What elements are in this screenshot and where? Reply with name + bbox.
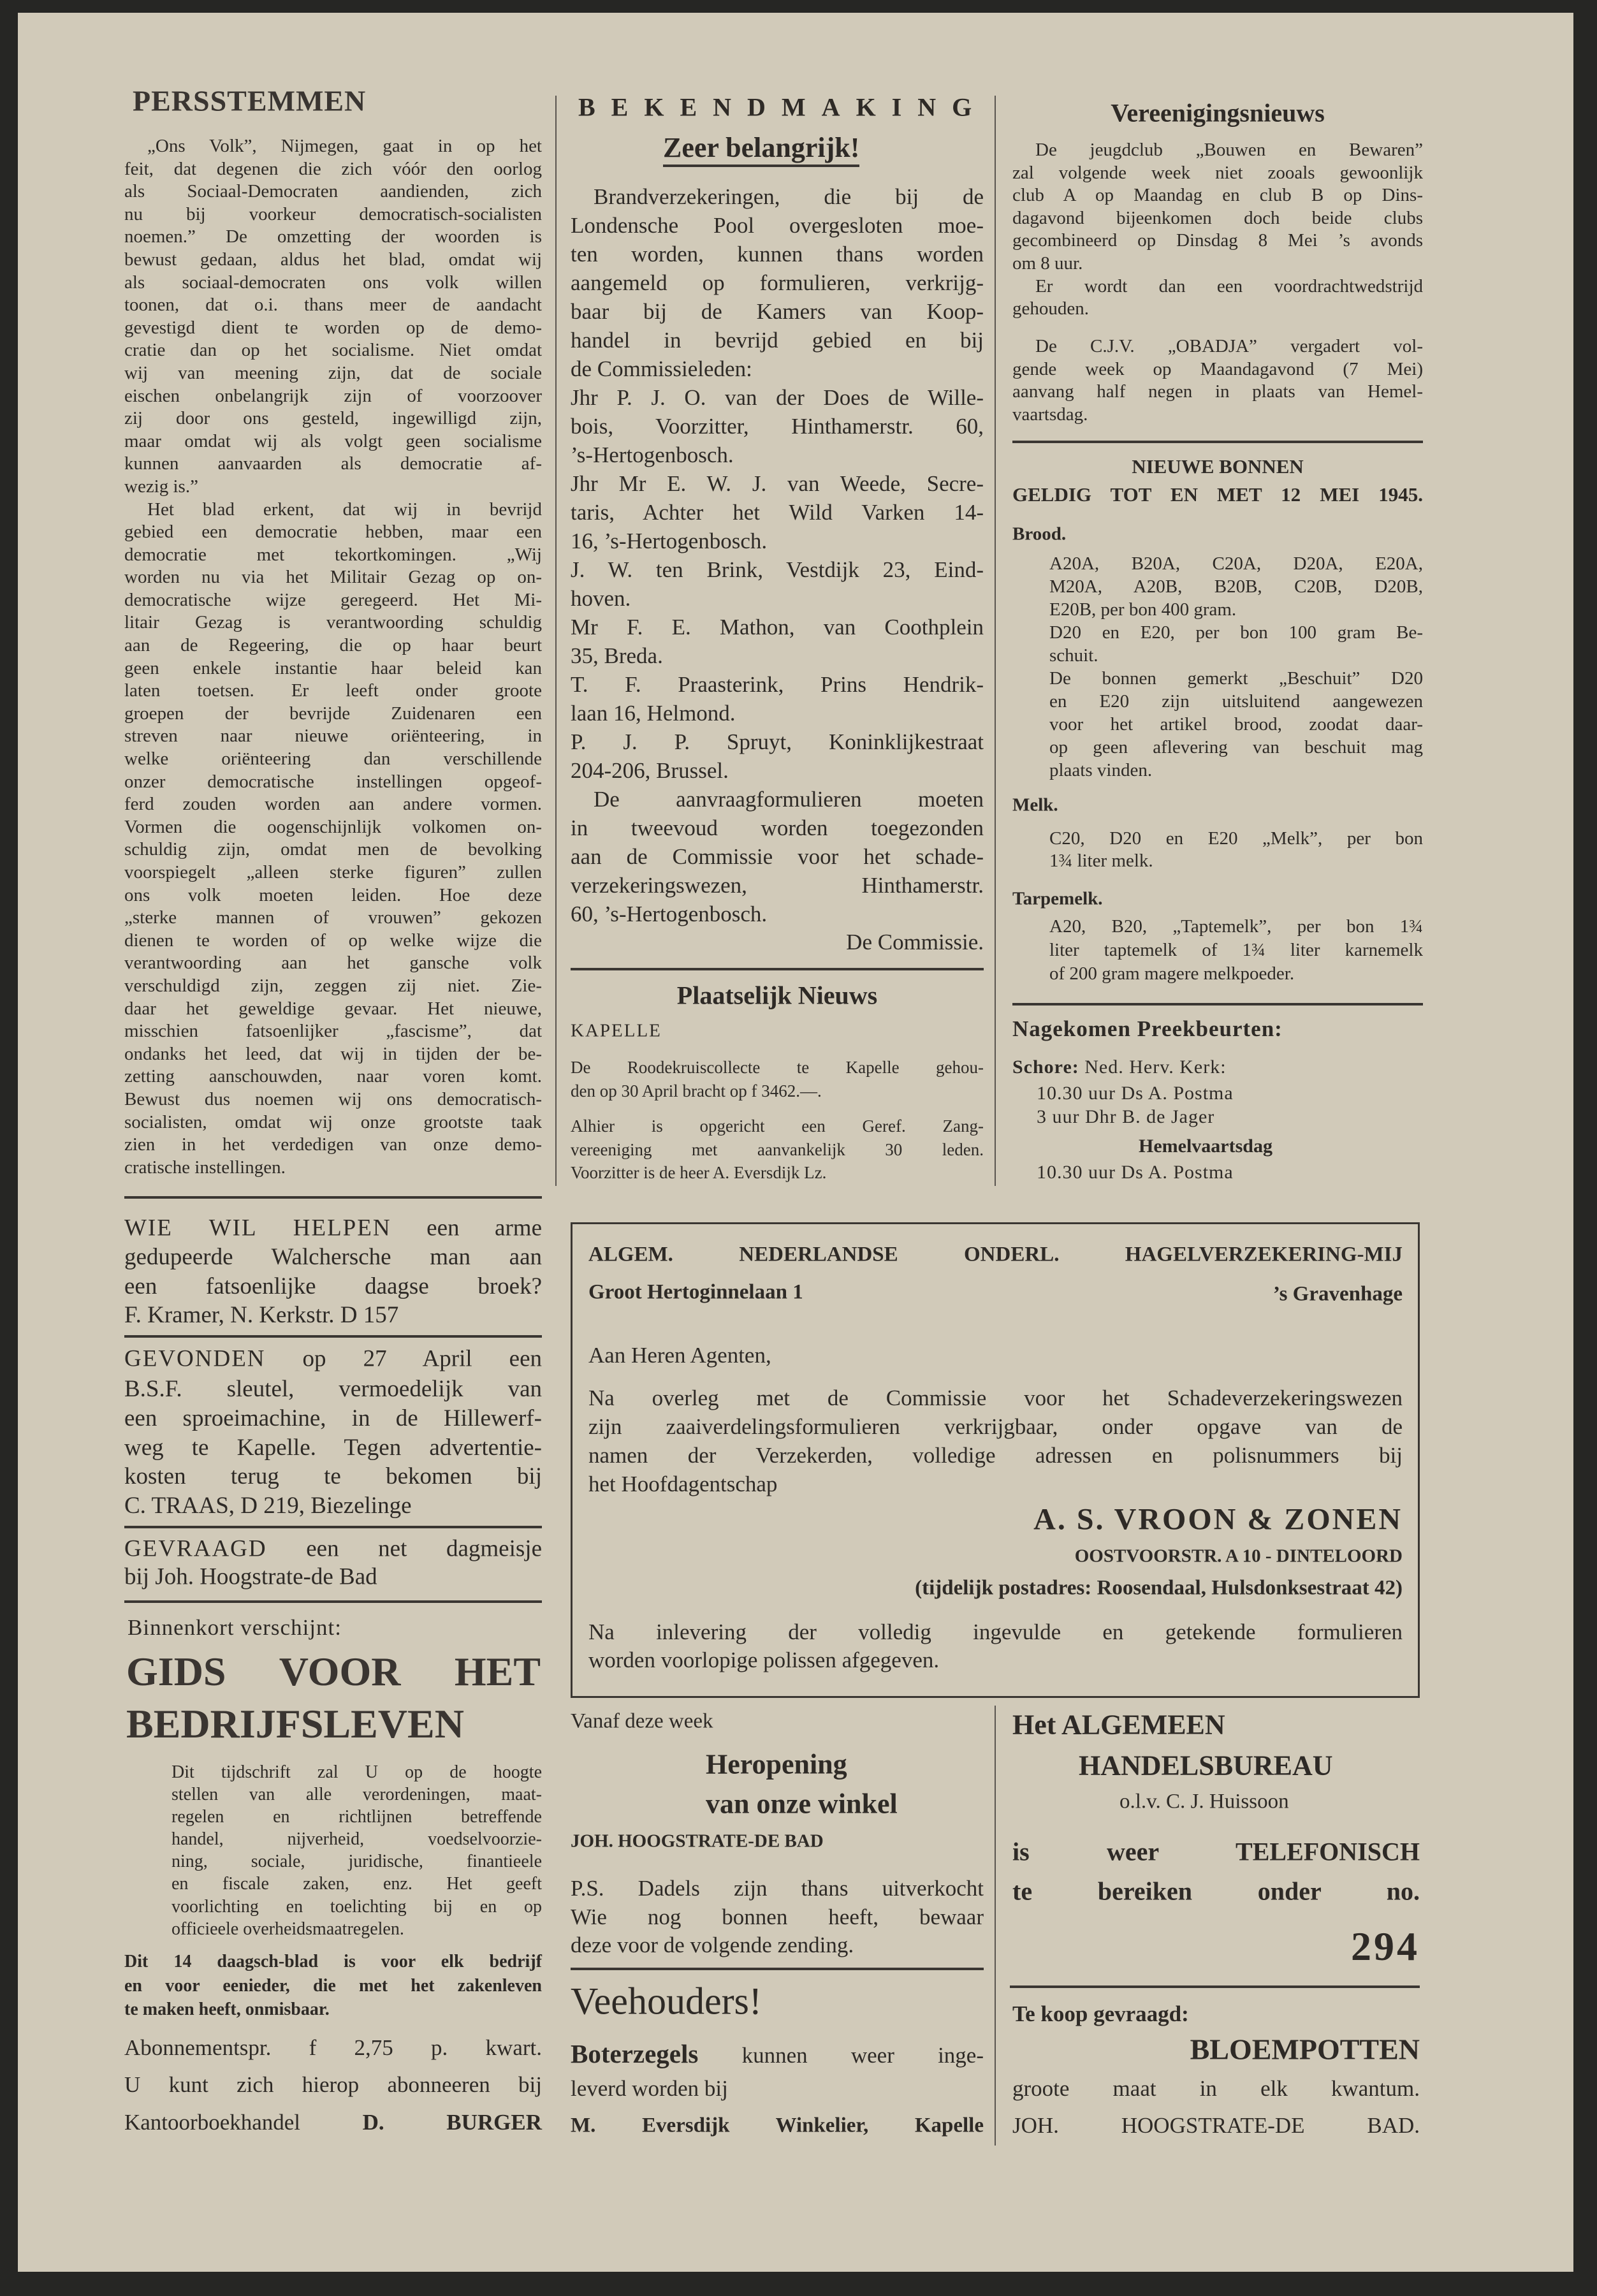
melk-coupons <box>1049 828 1423 872</box>
persstemmen-heading: PERSSTEMMEN <box>133 84 367 117</box>
text-line: een fatsoenlijke daagse broek? <box>124 1273 542 1299</box>
text-line: laan 16, Helmond. <box>571 701 736 726</box>
text-line: De bonnen gemerkt „Beschuit” D20 <box>1049 668 1423 689</box>
vee-line <box>571 2038 984 2069</box>
text-line: gehouden. <box>1012 298 1089 319</box>
text-line: Na overleg met de Commissie voor het Schadeverzekeringswezen <box>588 1386 1403 1410</box>
text-line: ondanks het leed, dat wij in tijden der be- <box>124 1043 542 1064</box>
text-line: cratie dan op het socialisme. Niet omdat <box>124 340 542 361</box>
text-line: handel in bevrijd gebied en bij <box>571 328 984 353</box>
text-line: zijn zaaiverdelingsformulieren verkrijgbaar, onder opgave van de <box>588 1414 1403 1439</box>
bonnen-heading: NIEUWE BONNEN <box>1132 455 1304 478</box>
text-line: en E20 zijn uitsluitend aangewezen <box>1049 691 1423 712</box>
church-name: Ned. Herv. Kerk: <box>1084 1057 1227 1078</box>
gids-intro: Binnenkort verschijnt: <box>128 1615 342 1640</box>
text-line: streven naar nieuwe oriënteering, in <box>124 726 542 747</box>
phone-number: 294 <box>1351 1924 1420 1969</box>
text-line: verantwoording aan het gansche volk <box>124 953 542 974</box>
bekendmaking-signature: De Commissie. <box>846 930 984 954</box>
text-line: voorlichting en toelichting bij en op <box>171 1896 542 1917</box>
hagel-address: Groot Hertoginnelaan 1 <box>588 1280 803 1304</box>
text-line: daar het geweldige gevaar. Het nieuwe, <box>124 998 542 1019</box>
text-line: C20, D20 en E20 „Melk”, per bon <box>1049 828 1423 849</box>
shop-label: Kantoorboekhandel <box>124 2110 363 2135</box>
text-line: voor het artikel brood, zoodat daar- <box>1049 714 1423 735</box>
text-line: eischen onbelangrijk zijn of voorzoover <box>124 385 542 406</box>
ad-helpen-body <box>124 1243 542 1330</box>
text-line: vereeniging met aanvankelijk 30 leden. <box>571 1139 984 1159</box>
hagel-agent: A. S. VROON & ZONEN <box>1033 1502 1403 1537</box>
text-line: welke oriënteering dan verschillende <box>124 749 542 770</box>
text-line: aanvang half negen in plaats van Hemel- <box>1012 381 1423 402</box>
handelsbureau-line <box>1012 1709 1225 1741</box>
bonnen-validity: GELDIG TOT EN MET 12 MEI 1945. <box>1012 483 1423 506</box>
text-line: als Sociaal-Democraten aandienden, zich <box>124 181 542 202</box>
text-line: verzekeringswezen, Hinthamerstr. <box>571 873 984 898</box>
service-item: 10.30 uur Ds A. Postma <box>1037 1083 1234 1104</box>
text-line: B.S.F. sleutel, vermoedelijk van <box>124 1376 542 1402</box>
vee-shop: M. Eversdijk Winkelier, Kapelle <box>571 2114 984 2137</box>
text-line: zien in het verdedigen van onze demo- <box>124 1134 542 1155</box>
divider <box>124 1196 542 1199</box>
vee-line: leverd worden bij <box>571 2076 728 2101</box>
text-line: Dit 14 daagsch-blad is voor elk bedrijf <box>124 1952 542 1971</box>
text-line: Voorzitter is de heer A. Eversdijk Lz. <box>571 1163 827 1182</box>
text-line: baar bij de Kamers van Koop- <box>571 299 984 324</box>
hagel-agent-address: OOSTVOORSTR. A 10 - DINTELOORD <box>1074 1546 1403 1567</box>
divider <box>1012 1003 1423 1005</box>
ad-lead-rest: op 27 April een <box>265 1345 542 1372</box>
text-line: F. Kramer, N. Kerkstr. D 157 <box>124 1302 399 1328</box>
text-line: kosten terug te bekomen bij <box>124 1463 542 1490</box>
text-line: in tweevoud worden toegezonden <box>571 815 984 840</box>
kapelle-news-1 <box>571 1056 984 1103</box>
melk-label: Melk. <box>1012 794 1058 815</box>
bekendmaking-subtitle: Zeer belangrijk! <box>663 131 859 167</box>
text-line: ’s-Hertogenbosch. <box>571 442 734 467</box>
handelsbureau-line: is weer TELEFONISCH <box>1012 1837 1420 1866</box>
text-line: een sproeimachine, in de Hillewerf- <box>124 1405 542 1431</box>
holiday-label: Hemelvaartsdag <box>1139 1136 1272 1157</box>
hagel-footer <box>588 1618 1403 1674</box>
text-line: 60, ’s-Hertogenbosch. <box>571 902 768 926</box>
text-line: deze voor de volgende zending. <box>571 1933 854 1957</box>
text-line: Jhr P. J. O. van der Does de Wille- <box>571 385 984 410</box>
text-line: Londensche Pool overgesloten moe- <box>571 213 984 238</box>
text-line: 35, Breda. <box>571 643 663 668</box>
handelsbureau-name: HANDELSBUREAU <box>1079 1750 1333 1781</box>
text-line: socialisten, omdat wij onze grootste taak <box>124 1111 542 1132</box>
gids-body <box>171 1761 542 1940</box>
text-line: dagavond bijeenkomen doch beide clubs <box>1012 207 1423 228</box>
text-line: den op 30 April bracht op f 3462.—. <box>571 1081 822 1100</box>
text-line: Er wordt dan een voordrachtwedstrijd <box>1035 275 1423 296</box>
bekendmaking-intro <box>571 182 984 383</box>
winkel-shop: JOH. HOOGSTRATE-DE BAD <box>571 1831 824 1852</box>
vereeniging-article-2 <box>1012 335 1423 426</box>
text-line: hoven. <box>571 586 631 611</box>
text-line: De Roodekruiscollecte te Kapelle gehou- <box>571 1058 984 1077</box>
divider <box>1010 1985 1420 1988</box>
hagel-salutation: Aan Heren Agenten, <box>588 1343 771 1368</box>
bekendmaking-closing <box>571 785 984 928</box>
text-line: 16, ’s-Hertogenbosch. <box>571 529 768 553</box>
text-line: Jhr Mr E. W. J. van Weede, Secre- <box>571 471 984 496</box>
ad-lead: GEVRAAGD <box>124 1535 267 1562</box>
text-line: gedupeerde Walchersche man aan <box>124 1244 542 1270</box>
text-line: club A op Maandag en club B op Dins- <box>1012 185 1423 206</box>
text-line: democratie met tekortkomingen. „Wij <box>124 544 542 565</box>
text-line: noemen.” De omzetting der woorden is <box>124 226 542 247</box>
text-line: weg te Kapelle. Tegen advertentie- <box>124 1434 542 1461</box>
divider <box>124 1526 542 1528</box>
text-line: aangemeld op formulieren, verkrijg- <box>571 270 984 295</box>
text-line: Wie nog bonnen heeft, bewaar <box>571 1904 984 1929</box>
tarpemelk-coupons <box>1049 915 1423 986</box>
kapelle-news-2 <box>571 1115 984 1185</box>
handelsbureau-manager: o.l.v. C. J. Huissoon <box>1119 1790 1289 1813</box>
gids-bold-note <box>124 1950 542 2022</box>
text-line: bois, Voorzitter, Hinthamerstr. 60, <box>571 414 984 439</box>
text-line: dienen te worden of op welke wijze die <box>124 930 542 951</box>
kapelle-heading: KAPELLE <box>571 1020 662 1041</box>
gids-price: Abonnementspr. f 2,75 p. kwart. <box>124 2035 542 2060</box>
vee-lead-rest: kunnen weer inge- <box>698 2043 984 2068</box>
text-line: feit, dat degenen die zich vóór den oorlog <box>124 158 542 179</box>
hagel-body <box>588 1384 1403 1498</box>
text-line: cratische instellingen. <box>124 1157 286 1178</box>
text-line: misschien fatsoenlijker „fascisme”, dat <box>124 1021 542 1042</box>
plaatselijk-heading: Plaatselijk Nieuws <box>676 981 878 1010</box>
text-line: Bewust dus noemen wij ons democratisch- <box>124 1088 542 1109</box>
text-line: bewust gedaan, aldus het blad, omdat wij <box>124 249 542 270</box>
winkel-body <box>571 1875 984 1960</box>
bloempotten-item: BLOEMPOTTEN <box>1190 2033 1420 2066</box>
text-line: gebied een democratie hebben, maar een <box>124 522 542 543</box>
ad-gevonden-body <box>124 1375 542 1521</box>
winkel-intro: Vanaf deze week <box>571 1709 713 1733</box>
column-divider <box>995 96 996 1186</box>
gids-subscribe: U kunt zich hierop abonneeren bij <box>124 2072 542 2097</box>
hagel-temp-address: (tijdelijk postadres: Roosendaal, Hulsdonksestraat 42) <box>915 1576 1403 1600</box>
text-line: namen der Verzekerden, volledige adressen en polisnummers bij <box>588 1443 1403 1468</box>
text-line: Het blad erkent, dat wij in bevrijd <box>147 499 542 520</box>
winkel-title: Heropening <box>706 1748 847 1780</box>
ad-lead-rest: een arme <box>391 1215 542 1241</box>
text-line: te maken heeft, onmisbaar. <box>124 2000 330 2019</box>
text-line: onzer democratische instellingen opgeof- <box>124 771 542 792</box>
text-line: De C.J.V. „OBADJA” vergadert vol- <box>1035 336 1423 356</box>
text-line: schuldig zijn, omdat men de bevolking <box>124 839 542 860</box>
text-line: ferd zouden worden aan andere vormen. <box>124 794 542 815</box>
divider <box>571 1968 984 1970</box>
vereeniging-article-1 <box>1012 139 1423 321</box>
column-divider <box>555 96 557 1186</box>
text-line: nu bij voorkeur democratisch-socialisten <box>124 203 542 224</box>
text-line: toonen, dat o.i. thans meer de aandacht <box>124 295 542 316</box>
text-line: Dit tijdschrift zal U op de hoogte <box>171 1762 542 1782</box>
persstemmen-article <box>124 135 542 1179</box>
text-line: M20A, A20B, B20B, C20B, D20B, <box>1049 576 1423 597</box>
text-line: worden voorlopige polissen afgegeven. <box>588 1648 940 1672</box>
ad-helpen-first-line <box>124 1215 542 1242</box>
bloempotten-shop: JOH. HOOGSTRATE-DE BAD. <box>1012 2113 1420 2138</box>
ad-gevraagd-line: bij Joh. Hoogstrate-de Bad <box>124 1563 377 1590</box>
text-line: Brandverzekeringen, die bij de <box>594 184 984 209</box>
text-line: 204-206, Brussel. <box>571 758 729 783</box>
text-line: om 8 uur. <box>1012 252 1083 274</box>
gids-title: GIDS VOOR HET <box>126 1649 541 1694</box>
ad-gevonden-first-line <box>124 1345 542 1373</box>
brood-label: Brood. <box>1012 523 1067 545</box>
place-label: Schore: <box>1012 1057 1079 1078</box>
text-line: regelen en richtlijnen betreffende <box>171 1807 542 1827</box>
text-line: democratische wijze geregeerd. Het Mi- <box>124 589 542 610</box>
text-line: kunnen aanvaarden als democratie af- <box>124 453 542 474</box>
divider <box>571 968 984 970</box>
text-line: 1¾ liter melk. <box>1049 851 1153 871</box>
text-line: groepen der bevrijde Zuidenaren een <box>124 703 542 724</box>
text-line: Na inlevering der volledig ingevulde en getekende formulieren <box>588 1620 1403 1644</box>
text-line: ten worden, kunnen thans worden <box>571 242 984 267</box>
text-line: stellen van alle verordeningen, maat- <box>171 1785 542 1805</box>
service-item: 3 uur Dhr B. de Jager <box>1037 1106 1215 1127</box>
text-line: wezig is.” <box>124 476 198 497</box>
divider <box>124 1335 542 1338</box>
shop-name: D. BURGER <box>362 2110 542 2135</box>
text-line: J. W. ten Brink, Vestdijk 23, Eind- <box>571 557 984 582</box>
text-line: ons volk moeten leiden. Hoe deze <box>124 884 542 905</box>
text-line: op geen aflevering van beschuit mag <box>1049 737 1423 757</box>
text-line: Mr F. E. Mathon, van Coothplein <box>571 615 984 640</box>
text-line: gecombineerd op Dinsdag 8 Mei ’s avonds <box>1012 230 1423 251</box>
text-line: „sterke mannen of vrouwen” gekozen <box>124 907 542 928</box>
text-line: T. F. Praasterink, Prins Hendrik- <box>571 672 984 697</box>
bekendmaking-members <box>571 383 984 785</box>
text-line: aan de Commissie voor het schade- <box>571 844 984 869</box>
text-line: wij van meening zijn, dat de sociale <box>124 362 542 383</box>
text-line: gevestigd dient te worden op de demo- <box>124 317 542 338</box>
text-line: gende week op Maandagavond (7 Mei) <box>1012 358 1423 379</box>
ad-lead: GEVONDEN <box>124 1345 266 1372</box>
text-line: het Hoofdagentschap <box>588 1472 778 1496</box>
gids-title: BEDRIJFSLEVEN <box>126 1701 464 1746</box>
text-line: Vormen die oogenschijnlijk volkomen on- <box>124 816 542 837</box>
vee-title: Veehouders! <box>571 1980 762 2022</box>
text-line: verschuldigd zijn, zeggen zij niet. Zie- <box>124 975 542 996</box>
column-divider <box>995 1706 996 2146</box>
bekendmaking-heading: BEKENDMAKING <box>578 92 988 122</box>
text-line: „Ons Volk”, Nijmegen, gaat in op het <box>147 136 542 156</box>
preekbeurten-church <box>1012 1057 1227 1078</box>
text-line: C. TRAAS, D 219, Biezelinge <box>124 1493 412 1519</box>
text-line: of 200 gram magere melkpoeder. <box>1049 963 1295 984</box>
hagel-city: ’s Gravenhage <box>1272 1282 1403 1306</box>
name: ALGEMEEN <box>1061 1709 1225 1741</box>
vee-lead: Boterzegels <box>571 2039 699 2068</box>
text-line: zal volgende week niet zooals gewoonlijk <box>1012 162 1423 183</box>
text-line: geen enkele instantie haar beleid kan <box>124 657 542 678</box>
text-line: als sociaal-democraten ons volk willen <box>124 272 542 293</box>
text-line: en fiscale zaken, enz. Het geeft <box>171 1874 542 1894</box>
handelsbureau-line: te bereiken onder no. <box>1012 1876 1420 1906</box>
text-line: voorspiegelt „alleen sterke figuren” zullen <box>124 862 542 882</box>
preekbeurten-heading: Nagekomen Preekbeurten: <box>1012 1016 1283 1041</box>
gids-shop <box>124 2110 542 2135</box>
prefix: Het <box>1012 1709 1061 1741</box>
text-line: laten toetsen. Er leeft onder groote <box>124 680 542 701</box>
text-line: schuit. <box>1049 645 1098 666</box>
text-line: E20B, per bon 400 gram. <box>1049 599 1237 620</box>
brood-coupons <box>1049 552 1423 782</box>
text-line: zetting aanschouwden, naar voren komt. <box>124 1066 542 1087</box>
divider <box>1012 441 1423 443</box>
bloempotten-detail: groote maat in elk kwantum. <box>1012 2076 1420 2101</box>
hagel-company: ALGEM. NEDERLANDSE ONDERL. HAGELVERZEKERING-MIJ <box>588 1243 1403 1266</box>
text-line: worden nu via het Militair Gezag op on- <box>124 567 542 588</box>
text-line: zij door ons gesteld, ingewilligd zijn, <box>124 408 542 429</box>
text-line: aan de Regeering, die op haar beurt <box>124 635 542 656</box>
winkel-title: van onze winkel <box>706 1788 898 1820</box>
text-line: liter taptemelk of 1¾ liter karnemelk <box>1049 940 1423 960</box>
text-line: A20, B20, „Taptemelk”, per bon 1¾ <box>1049 916 1423 937</box>
text-line: ning, sociale, juridische, finantieele <box>171 1852 542 1872</box>
text-line: taris, Achter het Wild Varken 14- <box>571 500 984 525</box>
text-line: vaartsdag. <box>1012 404 1088 425</box>
text-line: Alhier is opgericht een Geref. Zang- <box>571 1116 984 1136</box>
text-line: litair Gezag is verantwoording schuldig <box>124 612 542 633</box>
text-line: P.S. Dadels zijn thans uitverkocht <box>571 1876 984 1901</box>
service-item: 10.30 uur Ds A. Postma <box>1037 1162 1234 1183</box>
ad-lead-rest: een net dagmeisje <box>266 1535 542 1562</box>
text-line: De aanvraagformulieren moeten <box>594 787 984 812</box>
bloempotten-intro: Te koop gevraagd: <box>1012 2001 1189 2026</box>
text-line: A20A, B20A, C20A, D20A, E20A, <box>1049 553 1423 574</box>
text-line: P. J. P. Spruyt, Koninklijkestraat <box>571 729 984 754</box>
text-line: de Commissieleden: <box>571 356 752 381</box>
text-line: en voor eenieder, die met het zakenleven <box>124 1975 542 1996</box>
vereeniging-heading: Vereenigingsnieuws <box>1111 98 1325 128</box>
text-line: D20 en E20, per bon 100 gram Be- <box>1049 622 1423 643</box>
tarpemelk-label: Tarpemelk. <box>1012 888 1103 909</box>
text-line: De jeugdclub „Bouwen en Bewaren” <box>1035 140 1423 160</box>
divider <box>124 1600 542 1603</box>
text-line: plaats vinden. <box>1049 760 1153 780</box>
text-line: maar omdat wij als volgt geen socialisme <box>124 430 542 451</box>
text-line: officieele overheidsmaatregelen. <box>171 1919 404 1939</box>
text-line: handel, nijverheid, voedselvoorzie- <box>171 1829 542 1850</box>
ad-gevraagd-first-line <box>124 1535 542 1563</box>
ad-lead: WIE WIL HELPEN <box>124 1215 391 1241</box>
